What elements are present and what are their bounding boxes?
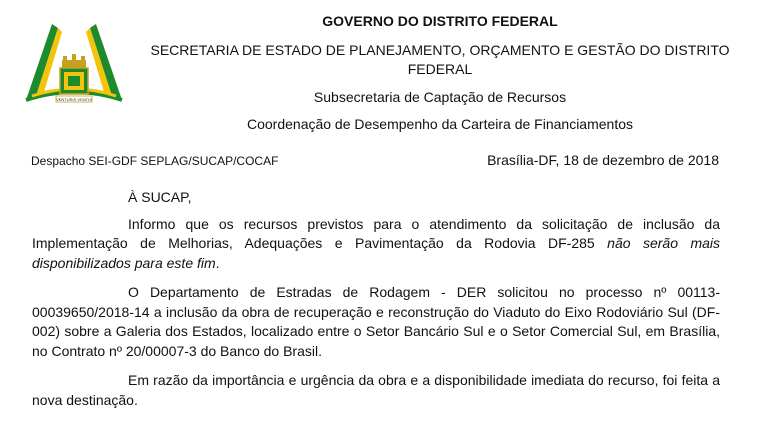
letterhead-subsecretaria: Subsecretaria de Captação de Recursos (313, 89, 567, 105)
logo-motto: VENTURIS VENTIS (56, 97, 92, 102)
paragraph-1-emphasis: não serão mais disponibilizados para este fim (32, 235, 721, 271)
paragraph-3: Em razão da importância e urgência da obra e a disponibilidade imediata do recurso, foi feita a nova destinação. (32, 372, 720, 408)
gdf-coat-of-arms-icon (22, 16, 126, 108)
despacho-identifier: Despacho SEI-GDF SEPLAG/SUCAP/COCAF (31, 154, 279, 168)
document-date: Brasília-DF, 18 de dezembro de 2018 (487, 152, 719, 168)
paragraph-1-end: . (215, 254, 220, 271)
letterhead-secretaria-line1: SECRETARIA DE ESTADO DE PLANEJAMENTO, ORÇAMENTO E GESTÃO DO DISTRITO (150, 42, 730, 58)
document-body (32, 188, 720, 420)
letterhead (150, 12, 730, 133)
paragraph-1-text: Informo que os recursos previstos para o atendimento da solicitação de inclusão da Implementação de Melhorias, Adequações e Pavimentação da Rodovia DF-285 (32, 215, 720, 251)
paragraph-1 (32, 215, 720, 274)
addressee: À SUCAP, (128, 189, 192, 205)
letterhead-secretaria-line2: FEDERAL (407, 61, 473, 77)
paragraph-2: O Departamento de Estradas de Rodagem - DER solicitou no processo nº 00113-00039650/2018-14 a inclusão da obra de recuperação e reconstrução do Viaduto do Eixo Rodoviário Sul (DF-002) sobre a Galeria dos Estados, localizado entre o Setor Bancário Sul e o Setor Comercial Sul, em Brasília, no Contrato nº 20/00007-3 do Banco do Brasil. (32, 284, 720, 359)
letterhead-secretaria (150, 41, 730, 79)
letterhead-coordenacao: Coordenação de Desempenho da Carteira de Financiamentos (246, 116, 633, 132)
letterhead-title: GOVERNO DO DISTRITO FEDERAL (322, 13, 558, 29)
